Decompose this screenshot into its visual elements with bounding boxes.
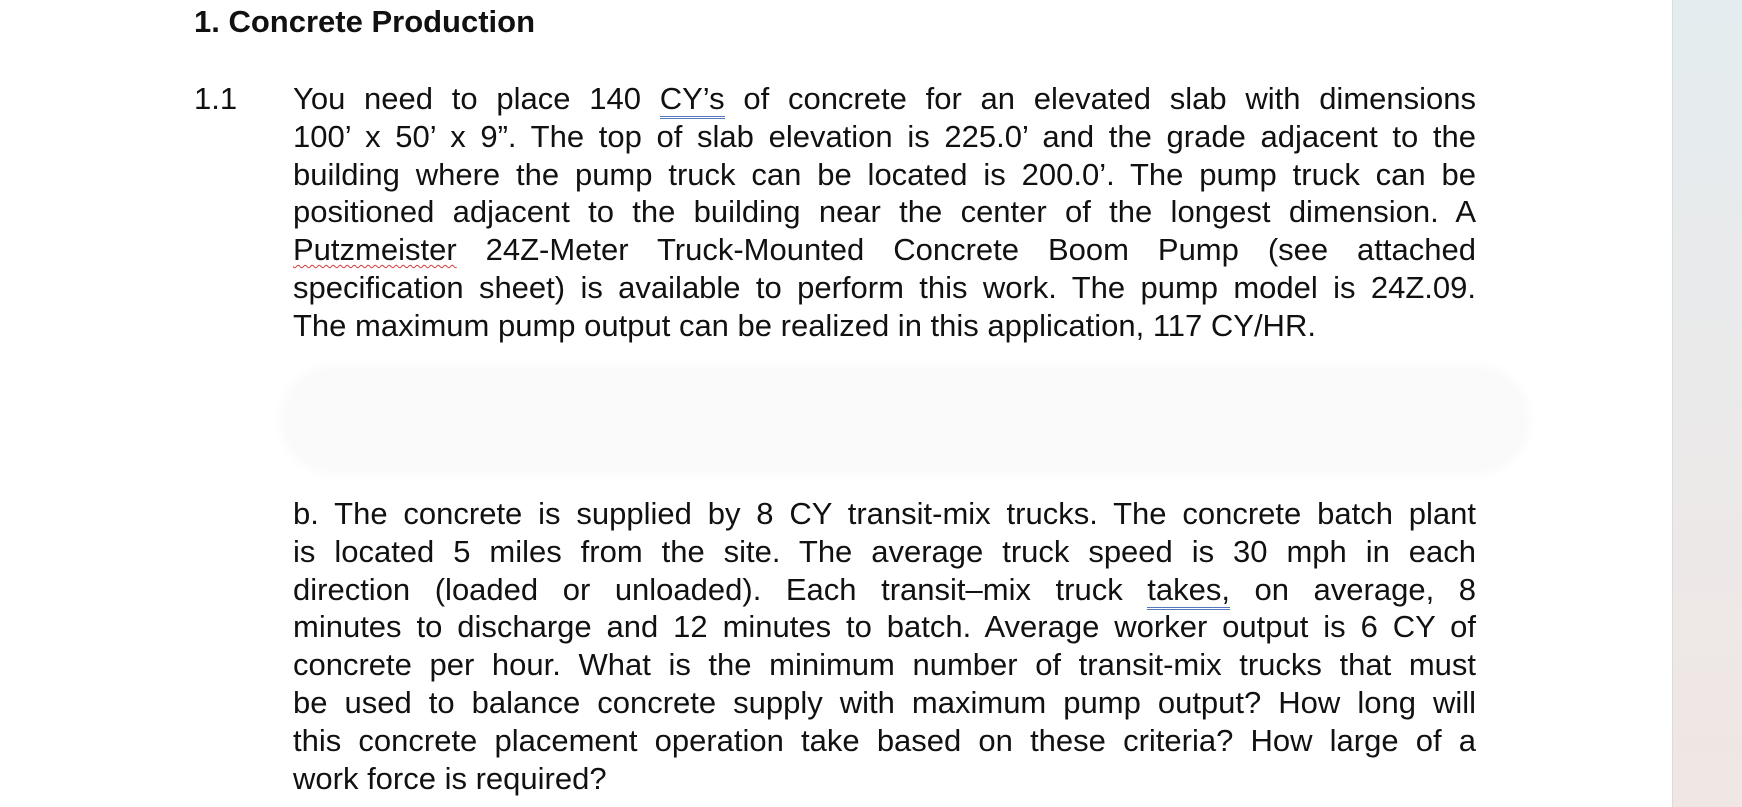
- problem-number: 1.1: [194, 81, 238, 116]
- paragraph-line: The maximum pump output can be realized in this application, 117 CY/HR.: [293, 307, 1316, 343]
- paragraph-line: this concrete placement operation take based on these criteria? How large of a: [293, 722, 1476, 758]
- paragraph-line: concrete per hour. What is the minimum number of transit-mix trucks that must: [293, 647, 1476, 683]
- paragraph-line: work force is required?: [293, 760, 607, 796]
- paragraph-line: be used to balance concrete supply with maximum pump output? How long will: [293, 684, 1476, 720]
- paragraph-line: is located 5 miles from the site. The average truck speed is 30 mph in each: [293, 533, 1476, 569]
- grammar-flagged-word[interactable]: CY’s: [660, 81, 725, 119]
- paragraph-line: building where the pump truck can be located is 200.0’. The pump truck can be: [293, 156, 1476, 192]
- part-b-paragraph: [293, 495, 1476, 797]
- redacted-area: [280, 365, 1530, 475]
- grammar-flagged-word[interactable]: takes,: [1147, 572, 1230, 610]
- side-panel: [1672, 0, 1742, 807]
- paragraph-line: You need to place 140 CY’s of concrete for an elevated slab with dimensions: [293, 80, 1476, 118]
- paragraph-line: Putzmeister 24Z-Meter Truck-Mounted Concrete Boom Pump (see attached: [293, 232, 1476, 268]
- paragraph-line: positioned adjacent to the building near the center of the longest dimension. A: [293, 194, 1476, 230]
- paragraph-line: direction (loaded or unloaded). Each transit–mix truck takes, on average, 8: [293, 571, 1476, 609]
- section-heading: 1. Concrete Production: [194, 4, 536, 39]
- problem-paragraph: [293, 80, 1476, 345]
- paragraph-line: minutes to discharge and 12 minutes to batch. Average worker output is 6 CY of: [293, 609, 1476, 645]
- paragraph-line: 100’ x 50’ x 9”. The top of slab elevation is 225.0’ and the grade adjacent to the: [293, 118, 1476, 154]
- paragraph-line: b. The concrete is supplied by 8 CY transit-mix trucks. The concrete batch plant: [293, 496, 1476, 531]
- spelling-flagged-word[interactable]: Putzmeister: [293, 232, 457, 268]
- paragraph-line: specification sheet) is available to perform this work. The pump model is 24Z.09.: [293, 269, 1476, 305]
